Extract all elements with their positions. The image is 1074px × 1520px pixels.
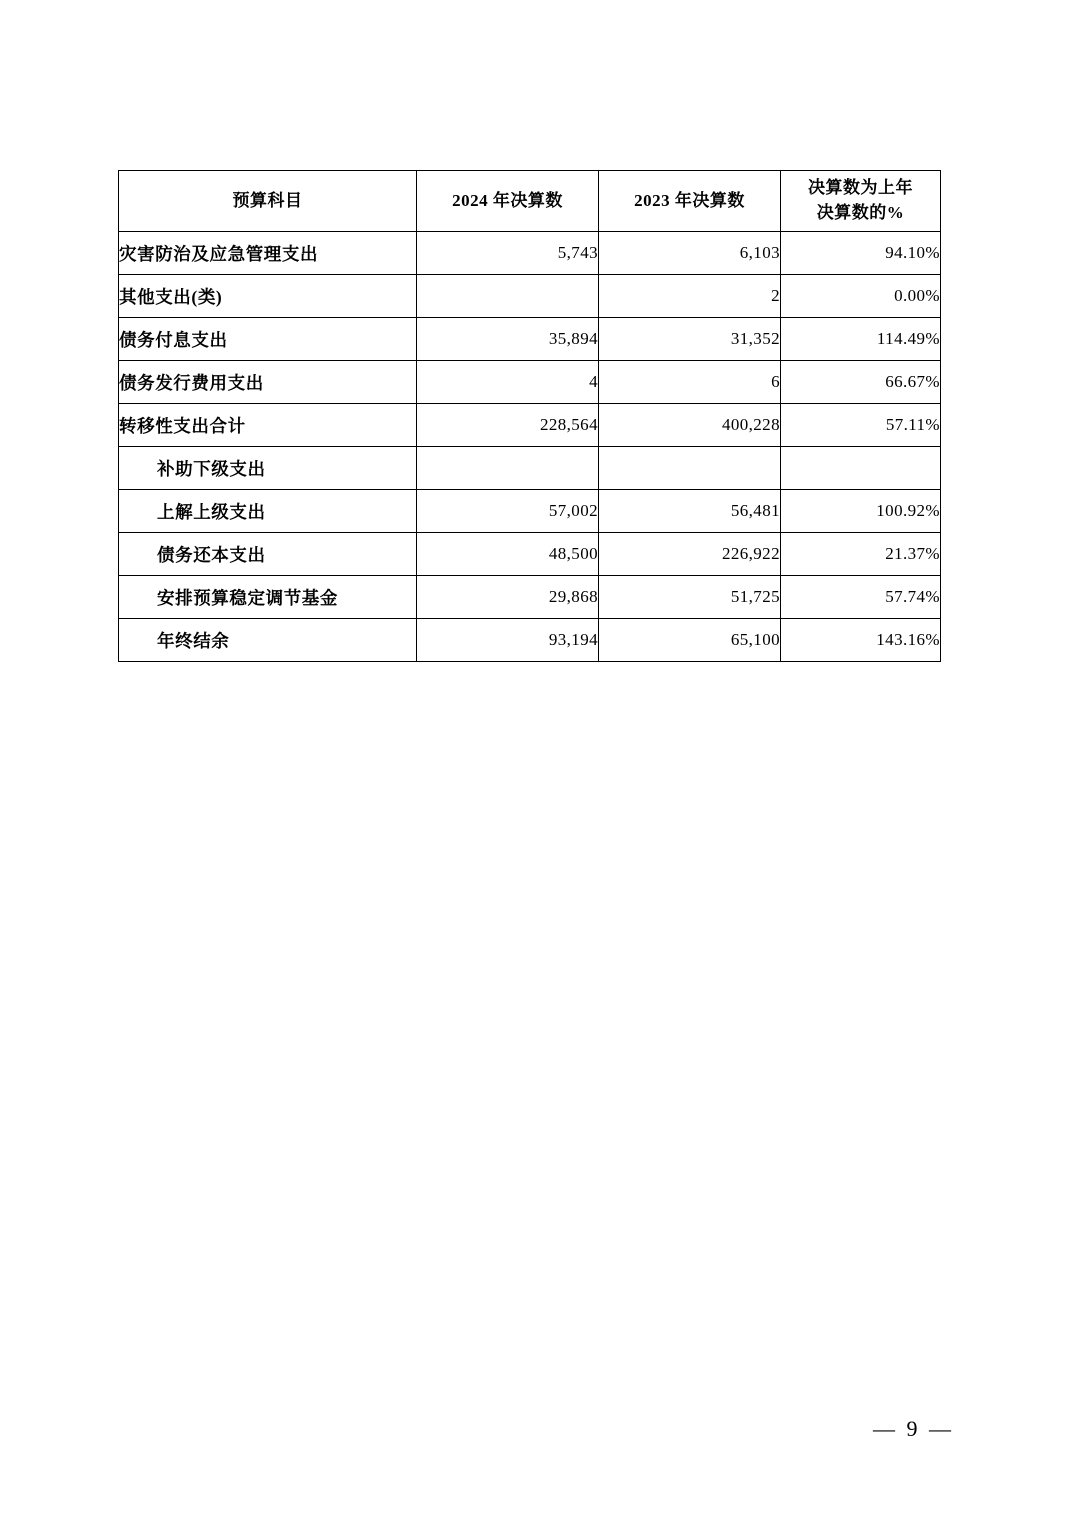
cell-2023-final: 56,481 (599, 490, 781, 533)
table-row (119, 318, 941, 361)
column-header-percent-line1: 决算数为上年 (808, 178, 913, 198)
cell-2024-final: 57,002 (417, 490, 599, 533)
cell-2024-final: 35,894 (417, 318, 599, 361)
cell-2024-final (417, 275, 599, 318)
cell-2023-final: 65,100 (599, 619, 781, 662)
cell-percent: 57.74% (781, 576, 941, 619)
row-label: 补助下级支出 (119, 447, 417, 490)
cell-percent: 94.10% (781, 232, 941, 275)
cell-percent (781, 447, 941, 490)
cell-2024-final: 29,868 (417, 576, 599, 619)
row-label: 债务还本支出 (119, 533, 417, 576)
row-label: 债务付息支出 (119, 318, 417, 361)
cell-2024-final (417, 447, 599, 490)
table-row (119, 361, 941, 404)
cell-2024-final: 48,500 (417, 533, 599, 576)
cell-2024-final: 4 (417, 361, 599, 404)
cell-2024-final: 93,194 (417, 619, 599, 662)
column-header-percent-of-prior-year (781, 171, 941, 232)
column-header-2024-final: 2024 年决算数 (417, 171, 599, 232)
cell-2024-final: 5,743 (417, 232, 599, 275)
table-row (119, 619, 941, 662)
row-label: 其他支出(类) (119, 275, 417, 318)
cell-percent: 114.49% (781, 318, 941, 361)
table-row (119, 576, 941, 619)
table-body (119, 232, 941, 662)
cell-percent: 57.11% (781, 404, 941, 447)
table-header-row (119, 171, 941, 232)
budget-table-container (118, 170, 940, 662)
column-header-budget-item: 预算科目 (119, 171, 417, 232)
cell-2023-final (599, 447, 781, 490)
cell-percent: 66.67% (781, 361, 941, 404)
row-label: 上解上级支出 (119, 490, 417, 533)
budget-table (118, 170, 941, 662)
row-label: 灾害防治及应急管理支出 (119, 232, 417, 275)
table-row (119, 232, 941, 275)
cell-percent: 143.16% (781, 619, 941, 662)
cell-2023-final: 226,922 (599, 533, 781, 576)
cell-percent: 0.00% (781, 275, 941, 318)
table-row (119, 447, 941, 490)
cell-2023-final: 51,725 (599, 576, 781, 619)
cell-2023-final: 31,352 (599, 318, 781, 361)
column-header-2023-final: 2023 年决算数 (599, 171, 781, 232)
cell-2023-final: 2 (599, 275, 781, 318)
table-row (119, 404, 941, 447)
column-header-percent-line2: 决算数的% (816, 203, 905, 222)
row-label: 年终结余 (119, 619, 417, 662)
page-number: — 9 — (873, 1416, 954, 1441)
row-label: 安排预算稳定调节基金 (119, 576, 417, 619)
row-label: 转移性支出合计 (119, 404, 417, 447)
row-label: 债务发行费用支出 (119, 361, 417, 404)
table-row (119, 490, 941, 533)
cell-2024-final: 228,564 (417, 404, 599, 447)
cell-percent: 21.37% (781, 533, 941, 576)
cell-percent: 100.92% (781, 490, 941, 533)
table-row (119, 275, 941, 318)
table-row (119, 533, 941, 576)
cell-2023-final: 400,228 (599, 404, 781, 447)
cell-2023-final: 6,103 (599, 232, 781, 275)
table-header (119, 171, 941, 232)
cell-2023-final: 6 (599, 361, 781, 404)
